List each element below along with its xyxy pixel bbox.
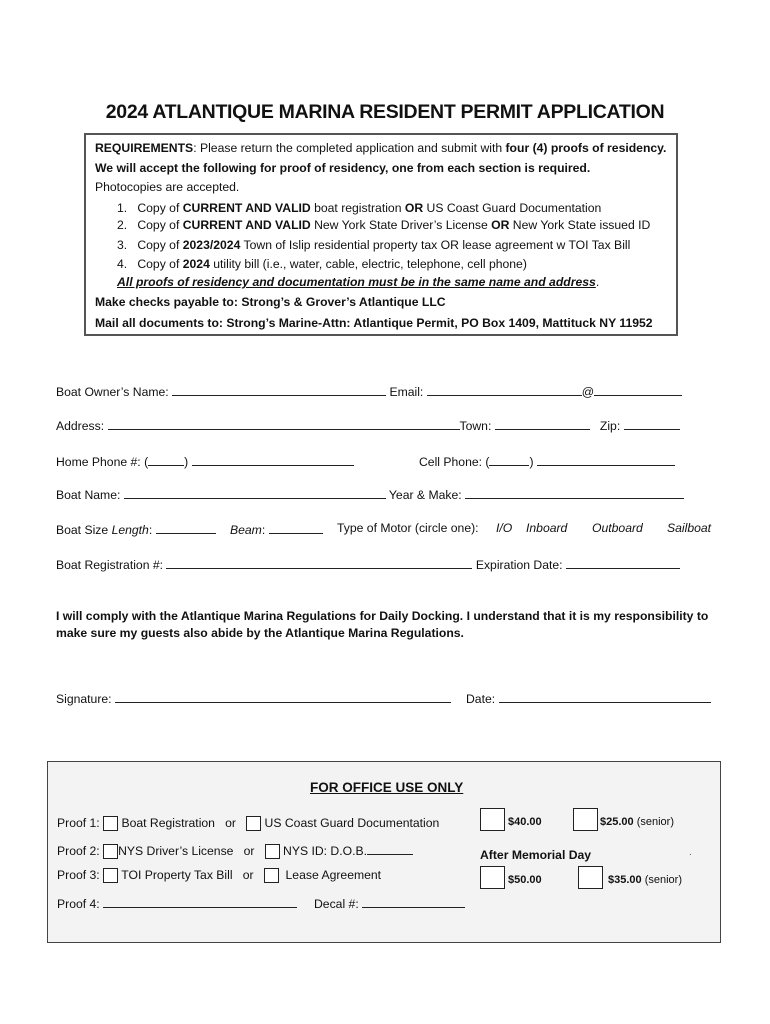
proof-4-row	[57, 895, 297, 911]
expiration-label: Expiration Date:	[475, 558, 563, 572]
home-phone-label: Home Phone #: (	[56, 455, 149, 469]
length-field[interactable]	[156, 521, 216, 534]
beam-label: Beam	[230, 523, 262, 537]
year-make-field[interactable]	[465, 486, 684, 499]
cell-phone-area-field[interactable]	[489, 453, 529, 466]
item-text: US Coast Guard Documentation	[423, 201, 602, 215]
motor-option-outboard[interactable]: Outboard	[592, 521, 643, 535]
note-period: .	[595, 275, 600, 289]
home-phone-field[interactable]	[192, 453, 354, 466]
proof-1-uscg-checkbox[interactable]	[246, 816, 261, 831]
date-label: Date:	[466, 692, 496, 706]
item-bold: CURRENT AND VALID	[182, 201, 311, 215]
dob-field[interactable]	[367, 842, 413, 855]
price-35-checkbox[interactable]	[578, 866, 603, 889]
expiration-field[interactable]	[566, 556, 680, 569]
item-text: New York State Driver’s License	[310, 218, 492, 232]
proof-4-field[interactable]	[103, 895, 297, 908]
compliance-line-2: make sure my guests also abide by the Atlantique Marina Regulations.	[56, 626, 464, 640]
price-40-checkbox[interactable]	[480, 808, 505, 831]
boat-registration-label: Boat Registration	[121, 816, 215, 830]
decal-label: Decal #:	[314, 897, 359, 911]
email-label: Email:	[389, 385, 424, 399]
or-label: or	[225, 816, 236, 830]
item-bold: OR	[491, 218, 510, 232]
or-label: or	[243, 844, 255, 858]
boat-registration-field[interactable]	[166, 556, 472, 569]
cell-phone-row	[419, 453, 675, 469]
item-bold: 2023/2024	[182, 238, 241, 252]
price-50-checkbox[interactable]	[480, 866, 505, 889]
colon: :	[261, 523, 266, 537]
beam-group	[230, 521, 323, 537]
item-text: boat registration	[310, 201, 405, 215]
mail-documents: Mail all documents to: Strong’s Marine-Attn: Atlantique Permit, PO Box 1409, Mattituck NY 11952	[95, 316, 653, 330]
boat-name-row	[56, 486, 684, 502]
town-field[interactable]	[495, 417, 590, 430]
proof-1-label: Proof 1:	[57, 816, 100, 830]
owner-email-row	[56, 383, 682, 399]
email-user-field[interactable]	[427, 383, 582, 396]
price-50-label: $50.00	[508, 874, 542, 886]
colon: :	[148, 523, 153, 537]
item-text: Copy of	[137, 218, 183, 232]
requirements-line-1	[95, 141, 666, 155]
office-use-heading: FOR OFFICE USE ONLY	[310, 780, 464, 795]
item-text: New York State issued ID	[509, 218, 651, 232]
item-bold: 2024	[182, 257, 210, 271]
proof-3-label: Proof 3:	[57, 868, 100, 882]
senior-label: (senior)	[644, 874, 683, 886]
item-text: Copy of	[137, 238, 183, 252]
item-number: 1.	[117, 201, 128, 215]
zip-field[interactable]	[624, 417, 680, 430]
stray-dot: .	[689, 847, 692, 858]
length-label: Length	[111, 523, 149, 537]
drivers-license-label: NYS Driver’s License	[118, 844, 234, 858]
after-memorial-day-label: After Memorial Day	[480, 848, 592, 862]
lease-agreement-label: Lease Agreement	[285, 868, 382, 882]
item-bold: CURRENT AND VALID	[182, 218, 311, 232]
proof-4-label: Proof 4:	[57, 897, 100, 911]
page-title: 2024 ATLANTIQUE MARINA RESIDENT PERMIT APPLICATION	[105, 101, 665, 123]
motor-option-sailboat[interactable]: Sailboat	[667, 521, 712, 535]
signature-label: Signature:	[56, 692, 112, 706]
date-group	[466, 690, 711, 706]
checks-payable: Make checks payable to: Strong’s & Grover’s Atlantique LLC	[95, 295, 446, 309]
or-label: or	[242, 868, 254, 882]
item-bold: OR	[404, 201, 424, 215]
proof-3-row	[57, 868, 381, 883]
proof-2-nys-id-checkbox[interactable]	[265, 844, 280, 859]
item-text: Copy of	[137, 201, 183, 215]
year-make-label: Year & Make:	[388, 488, 462, 502]
motor-type-label: Type of Motor (circle one):	[337, 521, 479, 535]
price-35-label: $35.00	[608, 874, 642, 886]
compliance-line-1: I will comply with the Atlantique Marina Regulations for Daily Docking. I understand that it is my responsibility to	[56, 609, 709, 623]
signature-row	[56, 690, 451, 706]
item-number: 3.	[117, 238, 128, 252]
boat-size-row	[56, 521, 216, 537]
cell-phone-field[interactable]	[537, 453, 675, 466]
price-40-label: $40.00	[508, 816, 542, 828]
owner-name-label: Boat Owner’s Name:	[56, 385, 169, 399]
requirement-item-1	[117, 201, 601, 215]
email-at-sign: @	[581, 385, 595, 399]
cell-phone-label: Cell Phone: (	[419, 455, 490, 469]
item-text: Town of Islip residential property tax OR lease agreement w TOI Tax Bill	[240, 238, 631, 252]
item-number: 2.	[117, 218, 128, 232]
senior-label: (senior)	[636, 816, 675, 828]
proof-2-label: Proof 2:	[57, 844, 100, 858]
requirements-label: REQUIREMENTS	[95, 141, 194, 155]
home-phone-paren: )	[184, 455, 189, 469]
proof-2-license-checkbox[interactable]	[103, 844, 118, 859]
motor-option-inboard[interactable]: Inboard	[526, 521, 568, 535]
item-text: Copy of	[137, 257, 183, 271]
proof-1-row	[57, 816, 439, 831]
home-phone-area-field[interactable]	[148, 453, 184, 466]
boat-size-label: Boat Size	[56, 523, 112, 537]
boat-name-field[interactable]	[124, 486, 386, 499]
requirements-line-2: We will accept the following for proof of residency, one from each section is required.	[95, 161, 591, 175]
requirement-item-3	[117, 238, 630, 252]
requirements-note	[117, 275, 599, 289]
boat-registration-label: Boat Registration #:	[56, 558, 164, 572]
uscg-documentation-label: US Coast Guard Documentation	[264, 816, 440, 830]
owner-name-field[interactable]	[172, 383, 386, 396]
requirement-item-4	[117, 257, 527, 271]
requirements-text: : Please return the completed application and submit with	[193, 141, 506, 155]
proof-2-row	[57, 842, 413, 859]
price-25-checkbox[interactable]	[573, 808, 598, 831]
proof-3-tax-bill-checkbox[interactable]	[103, 868, 118, 883]
email-domain-field[interactable]	[594, 383, 682, 396]
requirement-item-2	[117, 218, 650, 232]
beam-field[interactable]	[269, 521, 323, 534]
proof-1-boat-registration-checkbox[interactable]	[103, 816, 118, 831]
proof-3-lease-checkbox[interactable]	[264, 868, 279, 883]
cell-phone-paren: )	[529, 455, 534, 469]
phone-row	[56, 453, 354, 469]
address-field[interactable]	[108, 417, 460, 430]
zip-label: Zip:	[599, 419, 621, 433]
boat-name-label: Boat Name:	[56, 488, 121, 502]
motor-option-io[interactable]: I/O	[496, 521, 513, 535]
tax-bill-label: TOI Property Tax Bill	[121, 868, 233, 882]
price-25-label: $25.00	[600, 816, 634, 828]
price-35-group	[608, 874, 682, 886]
registration-row	[56, 556, 680, 572]
date-field[interactable]	[499, 690, 711, 703]
address-label: Address:	[56, 419, 105, 433]
town-label: Town:	[459, 419, 492, 433]
requirements-line-3: Photocopies are accepted.	[95, 180, 240, 194]
address-row	[56, 417, 680, 433]
price-25-group	[600, 816, 674, 828]
decal-group	[314, 895, 465, 911]
note-text: All proofs of residency and documentation must be in the same name and address	[117, 275, 596, 289]
requirements-proofs-count: four (4) proofs of residency.	[505, 141, 667, 155]
item-text: utility bill (i.e., water, cable, electric, telephone, cell phone)	[209, 257, 527, 271]
decal-field[interactable]	[362, 895, 465, 908]
signature-field[interactable]	[115, 690, 451, 703]
nys-id-label: NYS ID: D.O.B.	[283, 844, 368, 858]
item-number: 4.	[117, 257, 128, 271]
